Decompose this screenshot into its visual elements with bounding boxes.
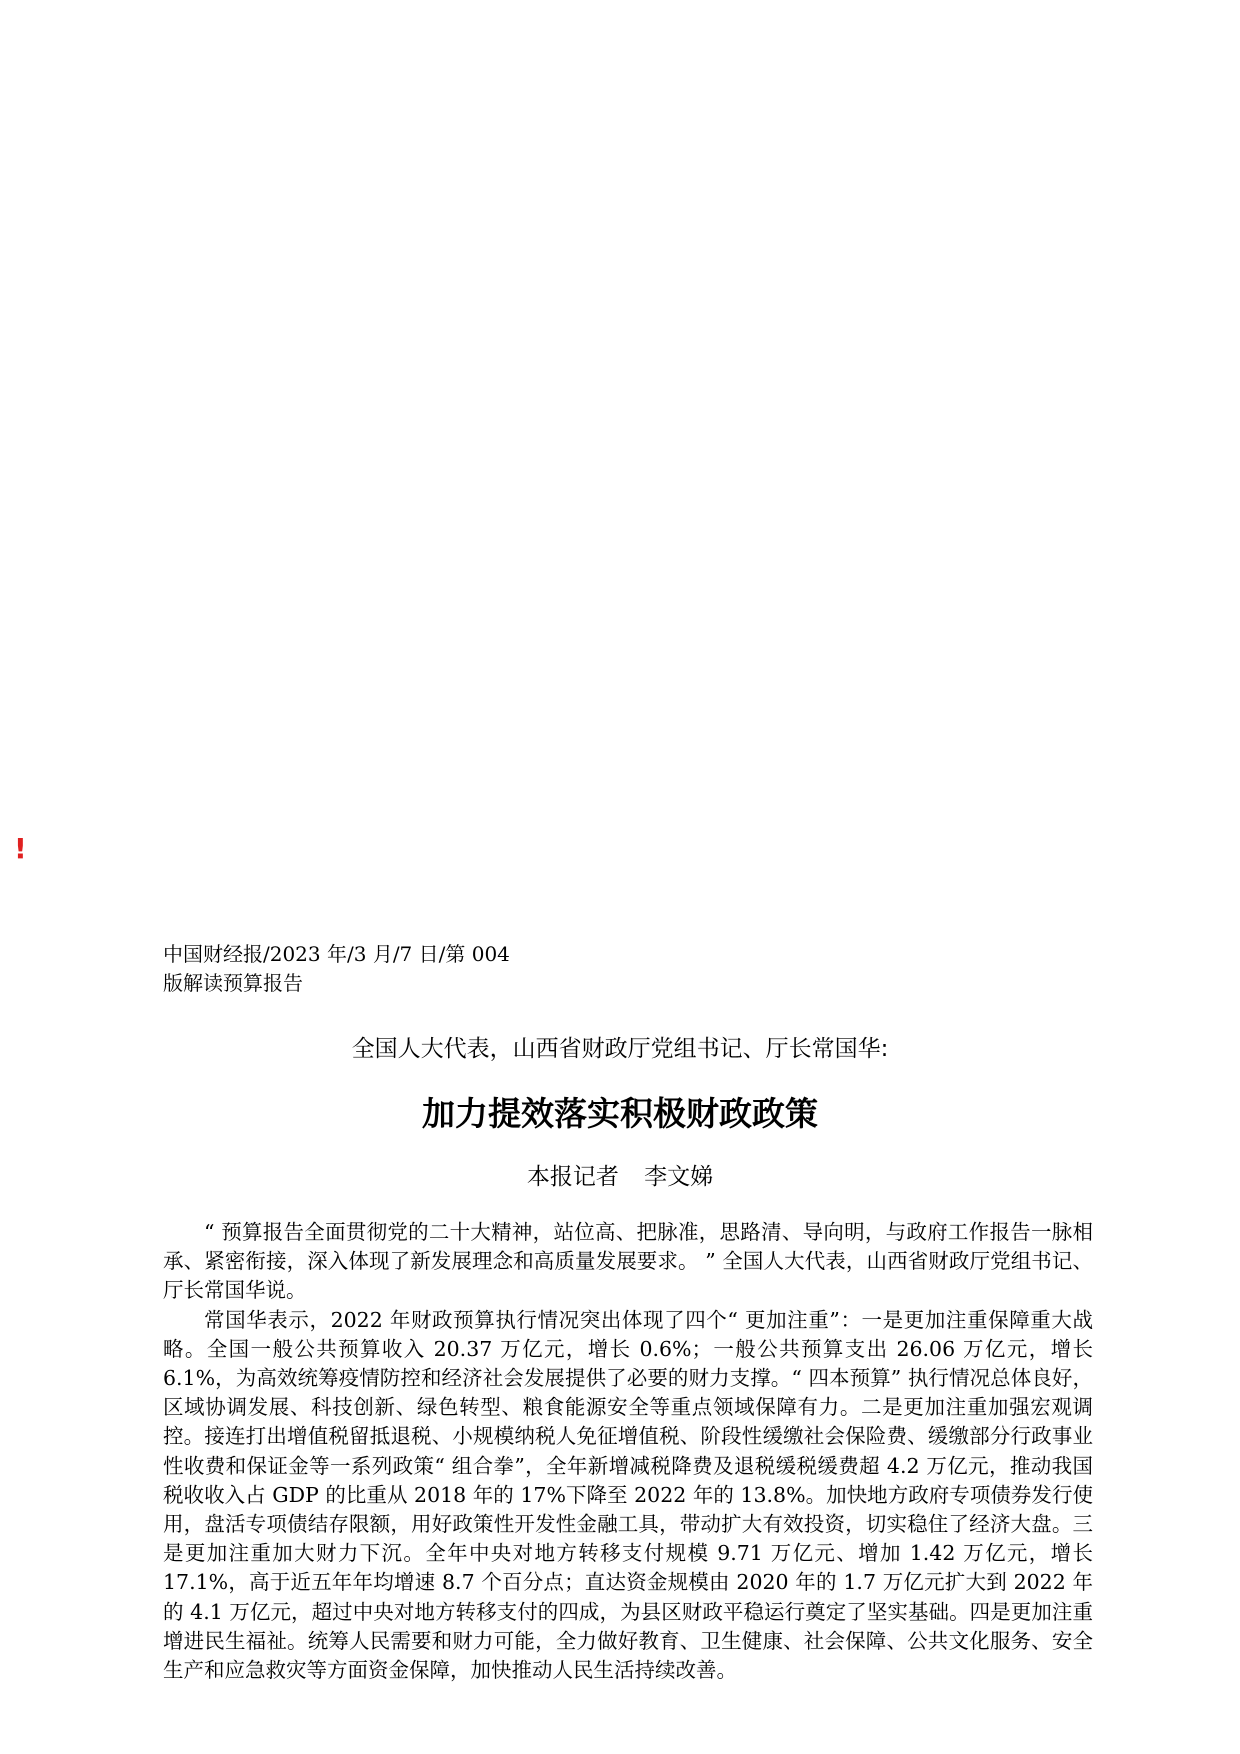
article-subtitle: 全国人大代表，山西省财政厅党组书记、厅长常国华: [351,1036,889,1062]
margin-exclamation-mark: ! [14,832,27,865]
article-title: 加力提效落实积极财政政策 [422,1094,818,1133]
source-line-2: 版解读预算报告 [163,971,303,995]
paragraph-1: “ 预算报告全面贯彻党的二十大精神，站位高、把脉准，思路清、导向明，与政府工作报告一脉相承、紧密衔接，深入体现了新发展理念和高质量发展要求。 ” 全国人大代表，山西省财政厅党组书记、厅长常国华说。 [163,1220,1093,1303]
source-citation [163,940,510,998]
article-body [163,1218,1093,1685]
source-line-1: 中国财经报/2023 年/3 月/7 日/第 004 [163,942,510,966]
article-byline: 本报记者 李文娣 [526,1164,714,1190]
paragraph-2: 常国华表示，2022 年财政预算执行情况突出体现了四个“ 更加注重”：一是更加注重保障重大战略。全国一般公共预算收入 20.37 万亿元，增长 0.6%；一般公共预算支出 26.06 万亿元，增长 6.1%，为高效统筹疫情防控和经济社会发展提供了必要的财力支撑。“ 四本预算” 执行情况总体良好，区域协调发展、科技创新、绿色转型、粮食能源安全等重点领域保障有力。二是更加注重加强宏观调控。接连打出增值税留抵退税、小规模纳税人免征增值税、阶段性缓缴社会保险费、缓缴部分行政事业性收费和保证金等一系列政策“ 组合拳”，全年新增减税降费及退税缓税缓费超 4.2 万亿元，推动我国税收收入占 GDP 的比重从 2018 年的 17%下降至 2022 年的 13.8%。加快地方政府专项债券发行使用，盘活专项债结存限额，用好政策性开发性金融工具，带动扩大有效投资，切实稳住了经济大盘。三是更加注重加大财力下沉。全年中央对地方转移支付规模 9.71 万亿元、增加 1.42 万亿元，增长 17.1%，高于近五年年均增速 8.7 个百分点；直达资金规模由 2020 年的 1.7 万亿元扩大到 2022 年的 4.1 万亿元，超过中央对地方转移支付的四成，为县区财政平稳运行奠定了坚实基础。四是更加注重增进民生福祉。统筹人民需要和财力可能，全力做好教育、卫生健康、社会保障、公共文化服务、安全生产和应急救灾等方面资金保障，加快推动人民生活持续改善。 [163,1307,1093,1683]
